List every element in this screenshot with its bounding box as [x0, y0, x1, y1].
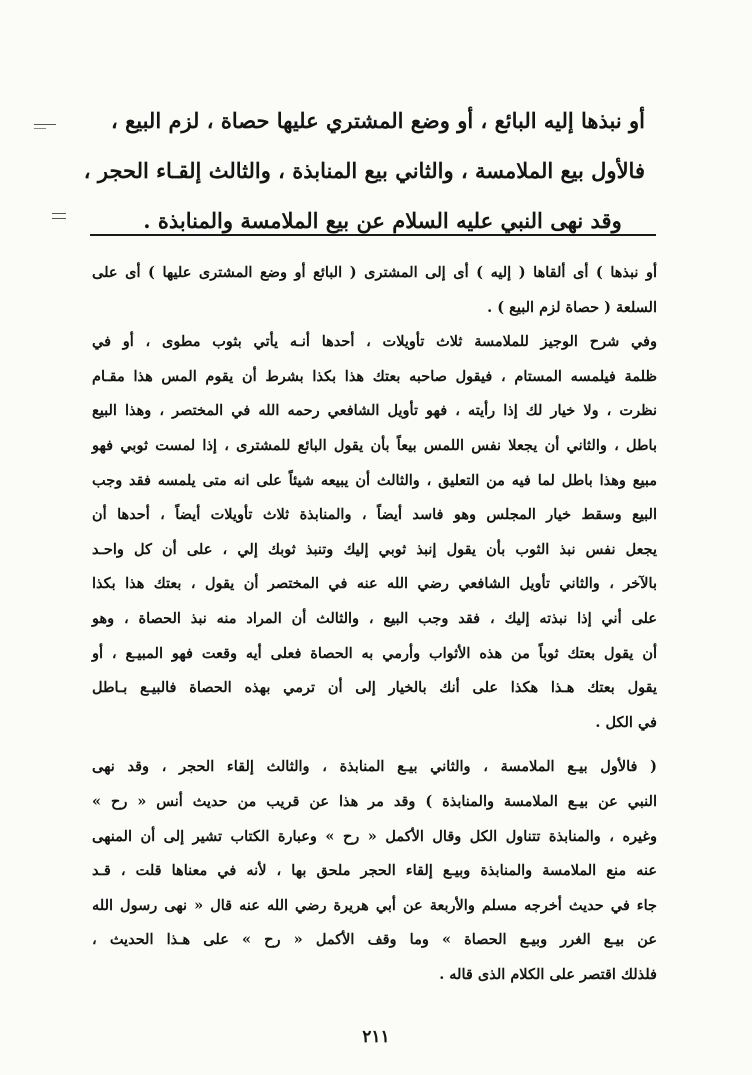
- matn-line: وقد نهى النبي عليه السلام عن بيع الملامسة والمنابذة .: [143, 208, 622, 233]
- commentary-line: ظلمة فيلمسه المستام ، فيقول صاحبه بعتك هذا بكذا بشرط أن يقوم المس هذا مقـام: [92, 367, 657, 385]
- commentary-line: أن يقول بعتك ثوباً من هذه الأثواب وأرمي به الحصاة فعلى أيه وقعت فهو المبيـع ، أو: [92, 644, 657, 662]
- commentary-line: أو نبذها ) أى ألقاها ( إليه ) أى إلى المشترى ( البائع أو وضع المشترى عليها ) أى على: [92, 264, 657, 281]
- commentary-line: فلذلك اقتصر على الكلام الذى قاله .: [439, 965, 657, 983]
- commentary-line: وغيره ، والمنابذة تتناول الكل وقال الأكمل « رح » وعبارة الكتاب تشير إلى أن المنهى: [92, 827, 657, 845]
- commentary-line: مبيع وهذا باطل لما فيه من التعليق ، والثالث أن يبيعه شيئاً على انه متى يلمسه فقد وجب: [92, 471, 657, 489]
- commentary-line: على أني إذا نبذته إليك ، فقد وجب البيع ، والثالث أن المراد منه نبذ الحصاة ، وهو: [92, 609, 657, 627]
- commentary-line: وفي شرح الوجيز للملامسة ثلاث تأويلات ، أحدها أنـه يأتي بثوب مطوى ، أو في: [92, 333, 657, 351]
- margin-mark: [52, 213, 66, 214]
- commentary-line: يجعل نفس نبذ الثوب بأن يقول إنبذ ثوبي إليك وتنبذ ثوبك إلي ، على أن كل واحـد: [92, 540, 657, 558]
- commentary-line: جاء في حديث أخرجه مسلم والأربعة عن أبي هريرة رضي الله عنه قال « نهى رسول الله: [92, 896, 657, 914]
- page-number: ٢١١: [362, 1027, 390, 1047]
- commentary-line: في الكل .: [595, 713, 657, 731]
- margin-mark: [34, 128, 46, 129]
- commentary-line: النبي عن بيـع الملامسة والمنابذة ) وقد مر هذا عن قريب من حديث أنس « رح »: [92, 792, 657, 810]
- matn-line: أو نبذها إليه البائع ، أو وضع المشتري عليها حصاة ، لزم البيع ،: [110, 108, 645, 133]
- commentary-line: بالآخر ، والثاني تأويل الشافعي رضي الله عنه في المختصر أن يقول ، بعتك هذا بكذا: [92, 575, 657, 593]
- matn-text: [83, 96, 645, 246]
- matn-line: فالأول بيع الملامسة ، والثاني بيع المنابذة ، والثالث إلقـاء الحجر ،: [83, 158, 645, 183]
- commentary-line: ( فالأول بيـع الملامسة ، والثاني بيـع المنابذة ، والثالث إلقاء الحجر ، وقد نهى: [92, 758, 657, 776]
- commentary-line: البيع وسقط خيار المجلس وهو فاسد أيضاً ، والمنابذة ثلاث تأويلات أيضاً ، أحدها أن: [92, 506, 657, 524]
- separator-rule: [90, 234, 656, 236]
- commentary-line: السلعة ( حصاة لزم البيع ) .: [487, 298, 657, 316]
- commentary-line: باطل ، والثاني أن يجعلا نفس اللمس بيعاً بأن يقول البائع للمشترى ، إذا لمست ثوبي فهو: [92, 436, 657, 454]
- paragraph-gap: [92, 740, 657, 750]
- margin-mark: [52, 218, 66, 219]
- commentary-line: يقول بعتك هـذا هكذا على أنك بالخيار إلى أن ترمي بهذه الحصاة فالبيـع بـاطل: [92, 679, 657, 697]
- commentary-line: عن بيـع الغرر وبيـع الحصاة » وما وقف الأكمل « رح » على هـذا الحديث ،: [92, 931, 657, 949]
- margin-mark: [34, 124, 56, 125]
- commentary-line: نظرت ، ولا خيار لك إذا رأيته ، فهو تأويل الشافعي رحمه الله في المختصر ، وهذا البيع: [92, 402, 657, 420]
- commentary-text: [92, 256, 657, 992]
- commentary-line: عنه منع الملامسة والمنابذة وبيـع إلقاء الحجر ملحق بها ، لأنه في معناها قلت ، قـد: [92, 862, 657, 880]
